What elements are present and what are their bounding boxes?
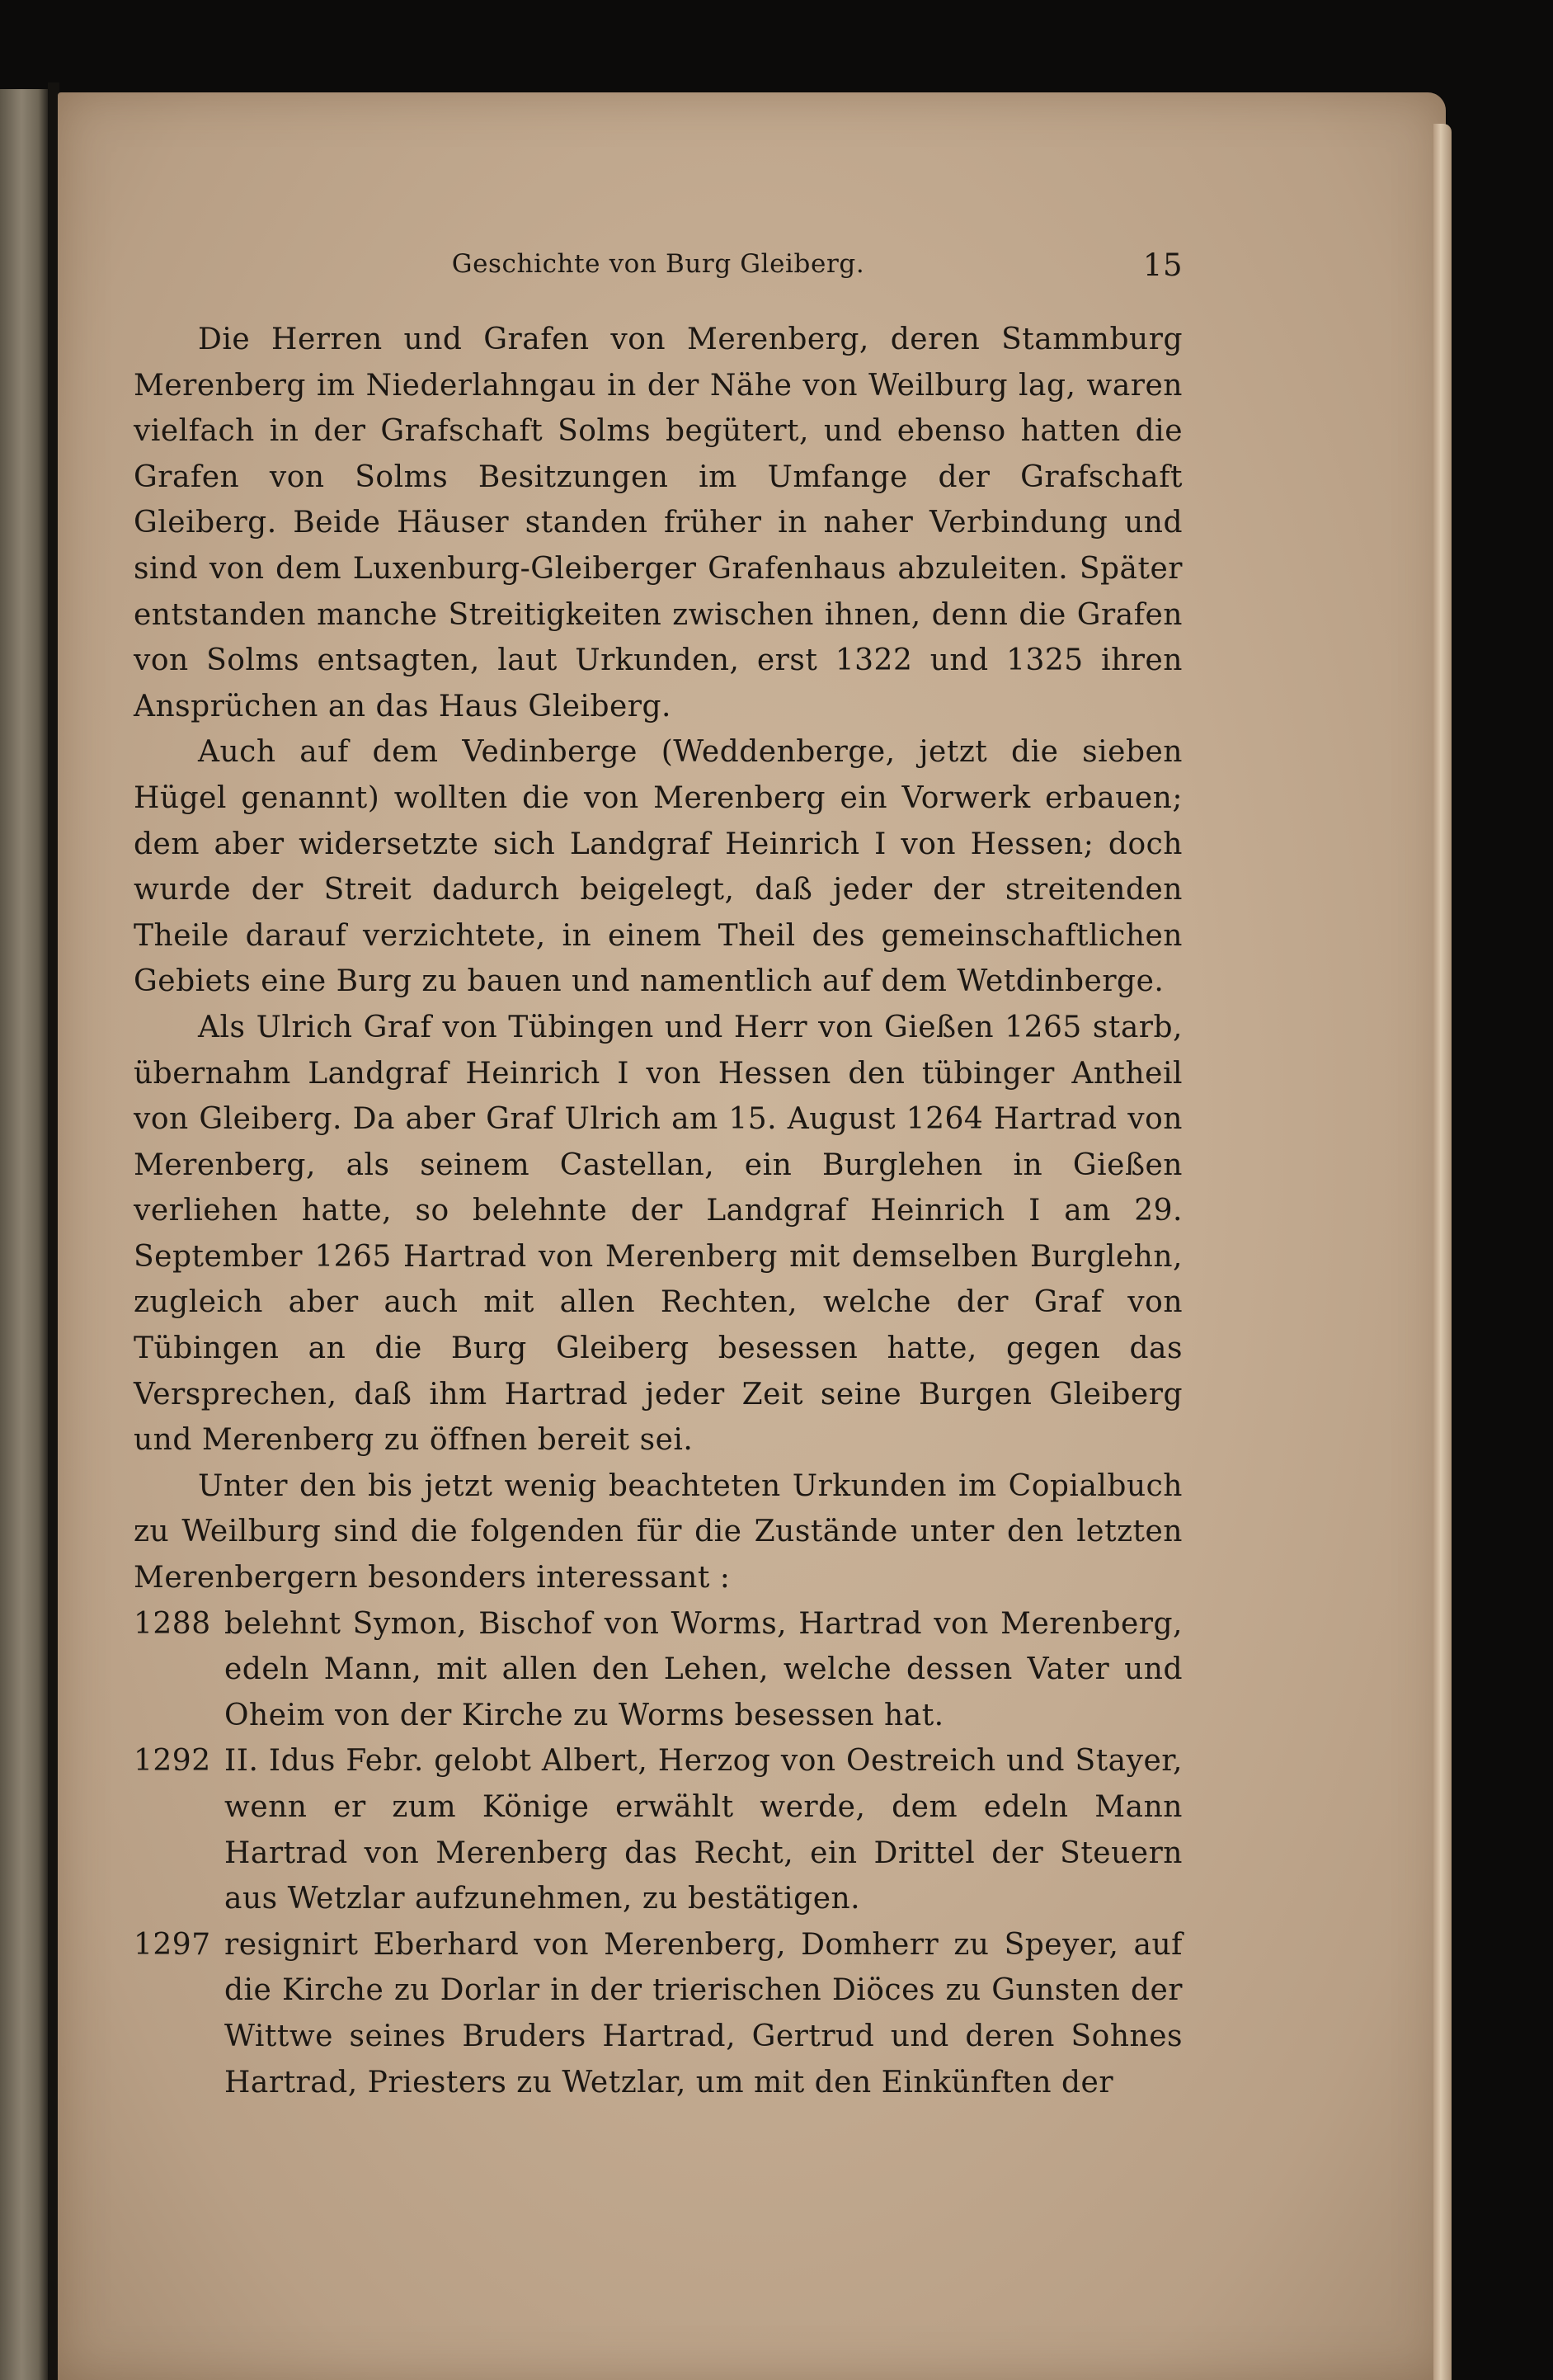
- running-head: [134, 239, 1183, 289]
- running-title: Geschichte von Burg Gleiberg.: [451, 249, 865, 279]
- charter-year: 1297: [134, 1927, 211, 1962]
- paragraph-herren-und-grafen: Die Herren und Grafen von Merenberg, deren Stammburg Merenberg im Niederlahngau in der Nähe von Weilburg lag, waren vielfach in der Grafschaft Solms begütert, und ebenso hatten die Grafen von Solms Besitzungen im Umfange der Grafschaft Gleiberg. Beide Häuser standen früher in naher Verbindung und sind von dem Luxenburg-Gleiberger Grafenhaus abzuleiten. Später entstanden manche Streitigkeiten zwischen ihnen, denn die Grafen von Solms entsagten, laut Urkunden, erst 1322 und 1325 ihren Ansprüchen an das Haus Gleiberg.: [134, 323, 1183, 723]
- page-fore-edge: [1433, 124, 1452, 2380]
- charter-text: belehnt Symon, Bischof von Worms, Hartrad von Merenberg, edeln Mann, mit allen den Lehen, welche dessen Vater und Oheim von der Kirche zu Worms besessen hat.: [224, 1606, 1183, 1732]
- charter-entry-1288: [134, 1601, 1183, 1739]
- paragraph-urkunden-intro: Unter den bis jetzt wenig beachteten Urkunden im Copialbuch zu Weilburg sind die folgenden für die Zustände unter den letzten Merenbergern besonders interessant :: [134, 1468, 1183, 1595]
- paragraph-vedinberge: Auch auf dem Vedinberge (Weddenberge, jetzt die sieben Hügel genannt) wollten die von Merenberg ein Vorwerk erbauen; dem aber widersetzte sich Landgraf Heinrich I von Hessen; doch wurde der Streit dadurch beigelegt, daß jeder der streitenden Theile darauf verzichtete, in einem Theil des gemeinschaftlichen Gebiets eine Burg zu bauen und namentlich auf dem Wetdinberge.: [134, 735, 1183, 999]
- charter-entry-1297: [134, 1922, 1183, 2105]
- page-content: [134, 239, 1183, 2105]
- page-number: 15: [1142, 247, 1183, 283]
- charter-year: 1288: [134, 1606, 211, 1641]
- charter-entry-1292: [134, 1738, 1183, 1921]
- charter-text: II. Idus Febr. gelobt Albert, Herzog von Oestreich und Stayer, wenn er zum Könige erwählt werde, dem edeln Mann Hartrad von Merenberg das Recht, ein Drittel der Steuern aus Wetzlar aufzunehmen, zu bestätigen.: [224, 1744, 1183, 1916]
- charter-year: 1292: [134, 1744, 211, 1779]
- previous-page-edge: [0, 89, 48, 2380]
- charter-text: resignirt Eberhard von Merenberg, Domherr zu Speyer, auf die Kirche zu Dorlar in der trierischen Diöces zu Gunsten der Wittwe seines Bruders Hartrad, Gertrud und deren Sohnes Hartrad, Priesters zu Wetzlar, um mit den Einkünften der: [224, 1927, 1183, 2100]
- paragraph-ulrich-graf: Als Ulrich Graf von Tübingen und Herr von Gießen 1265 starb, übernahm Landgraf Heinrich I von Hessen den tübinger Antheil von Gleiberg. Da aber Graf Ulrich am 15. August 1264 Hartrad von Merenberg, als seinem Castellan, ein Burglehen in Gießen verliehen hatte, so belehnte der Landgraf Heinrich I am 29. September 1265 Hartrad von Merenberg mit demselben Burglehn, zugleich aber auch mit allen Rechten, welche der Graf von Tübingen an die Burg Gleiberg besessen hatte, gegen das Versprechen, daß ihm Hartrad jeder Zeit seine Burgen Gleiberg und Merenberg zu öffnen bereit sei.: [134, 1010, 1183, 1458]
